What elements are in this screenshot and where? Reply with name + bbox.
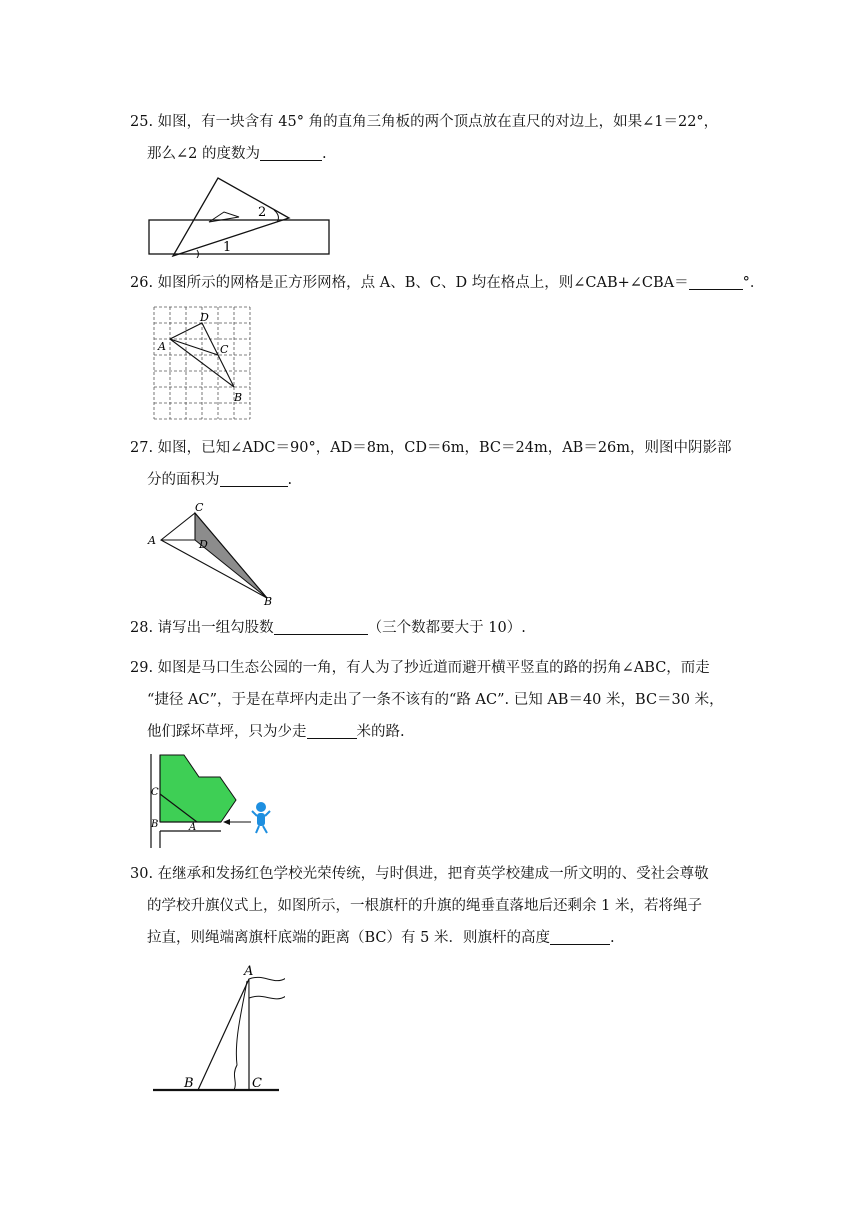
question-number: 27. [130,440,154,456]
question-28 [130,612,735,644]
label-angle-1: 1 [223,240,232,255]
question-text: 请写出一组勾股数 [157,620,274,636]
question-number: 29. [130,660,154,676]
question-27 [130,432,735,496]
lawn [160,755,236,822]
question-28-line-1 [130,612,735,644]
question-number: 25. [130,114,154,130]
figure-ruler-triangle [145,172,335,258]
question-30 [130,858,735,954]
answer-blank[interactable] [307,720,357,739]
figure-park [143,752,278,852]
label-c: C [220,343,229,356]
person-arm-right [265,811,270,816]
question-29-line-3 [130,716,735,748]
question-text: . [321,146,327,162]
question-30-line-1 [130,858,735,890]
label-c: C [151,787,159,798]
question-text: （三个数都要大于 10）. [367,620,526,636]
question-number: 26. [130,275,154,291]
label-a: A [244,964,254,979]
question-text: “捷径 AC”，于是在草坪内走出了一条不该有的“路 AC”. 已知 AB＝40 米，BC＝30 米， [147,692,724,708]
label-c: C [195,501,204,514]
label-a: A [148,534,156,547]
person-head [256,802,266,812]
question-27-line-2 [130,464,735,496]
answer-blank[interactable] [274,616,368,635]
question-text: . [287,472,293,488]
question-text: 如图是马口生态公园的一角，有人为了抄近道而避开横平竖直的路的拐角∠ABC，而走 [157,660,710,676]
question-text: 他们踩坏草坪，只为少走 [147,724,307,740]
figure-grid [148,305,254,423]
question-text: . [609,930,615,946]
label-b: B [234,391,243,404]
label-d: D [200,311,209,324]
answer-blank[interactable] [689,271,743,290]
question-29-line-2 [130,684,735,716]
label-a: A [189,822,197,833]
answer-blank[interactable] [220,468,288,487]
answer-blank[interactable] [260,142,322,161]
question-text: 如图，已知∠ADC＝90°，AD＝8m，CD＝6m，BC＝24m，AB＝26m，则图中阴影部 [157,440,732,456]
question-25-line-1 [130,106,735,138]
question-text: 分的面积为 [147,472,220,488]
label-angle-2: 2 [258,205,267,220]
label-b: B [184,1076,194,1091]
label-c: C [252,1076,262,1091]
label-a: A [158,340,166,353]
question-text: 那么∠2 的度数为 [147,146,260,162]
label-b: B [151,819,159,830]
question-text: 米的路. [356,724,405,740]
question-text: 的学校升旗仪式上，如图所示，一根旗杆的升旗的绳垂直落地后还剩余 1 米，若将绳子 [147,898,702,914]
question-text: 在继承和发扬红色学校光荣传统，与时俱进，把育英学校建成一所文明的、受社会尊敬 [157,866,709,882]
rope-straight [198,979,249,1090]
question-25-line-2 [130,138,735,170]
arrow-head [223,819,230,825]
figure-shaded-triangle [145,500,280,608]
question-27-line-1 [130,432,735,464]
question-29 [130,652,735,748]
question-26-line-1 [130,267,765,299]
question-number: 28. [130,620,154,636]
person-body [257,813,265,826]
person-arm-left [252,811,257,816]
question-text: 拉直，则绳端离旗杆底端的距离（BC）有 5 米．则旗杆的高度 [147,930,550,946]
answer-blank[interactable] [550,926,610,945]
figure-flagpole [150,960,285,1095]
question-text: °． [742,275,765,291]
question-number: 30. [130,866,154,882]
label-b: B [264,595,273,608]
person-leg-right [263,826,267,833]
ruler [149,220,329,254]
question-29-line-1 [130,652,735,684]
question-26 [130,267,765,299]
question-25 [130,106,735,170]
question-text: 如图所示的网格是正方形网格，点 A、B、C、D 均在格点上，则∠CAB+∠CBA＝ [157,275,689,291]
label-d: D [199,538,208,551]
question-text: 如图，有一块含有 45° 角的直角三角板的两个顶点放在直尺的对边上，如果∠1＝22°， [157,114,719,130]
question-30-line-2 [130,890,735,922]
person-leg-left [256,826,259,833]
question-30-line-3 [130,922,735,954]
flag [249,977,285,998]
